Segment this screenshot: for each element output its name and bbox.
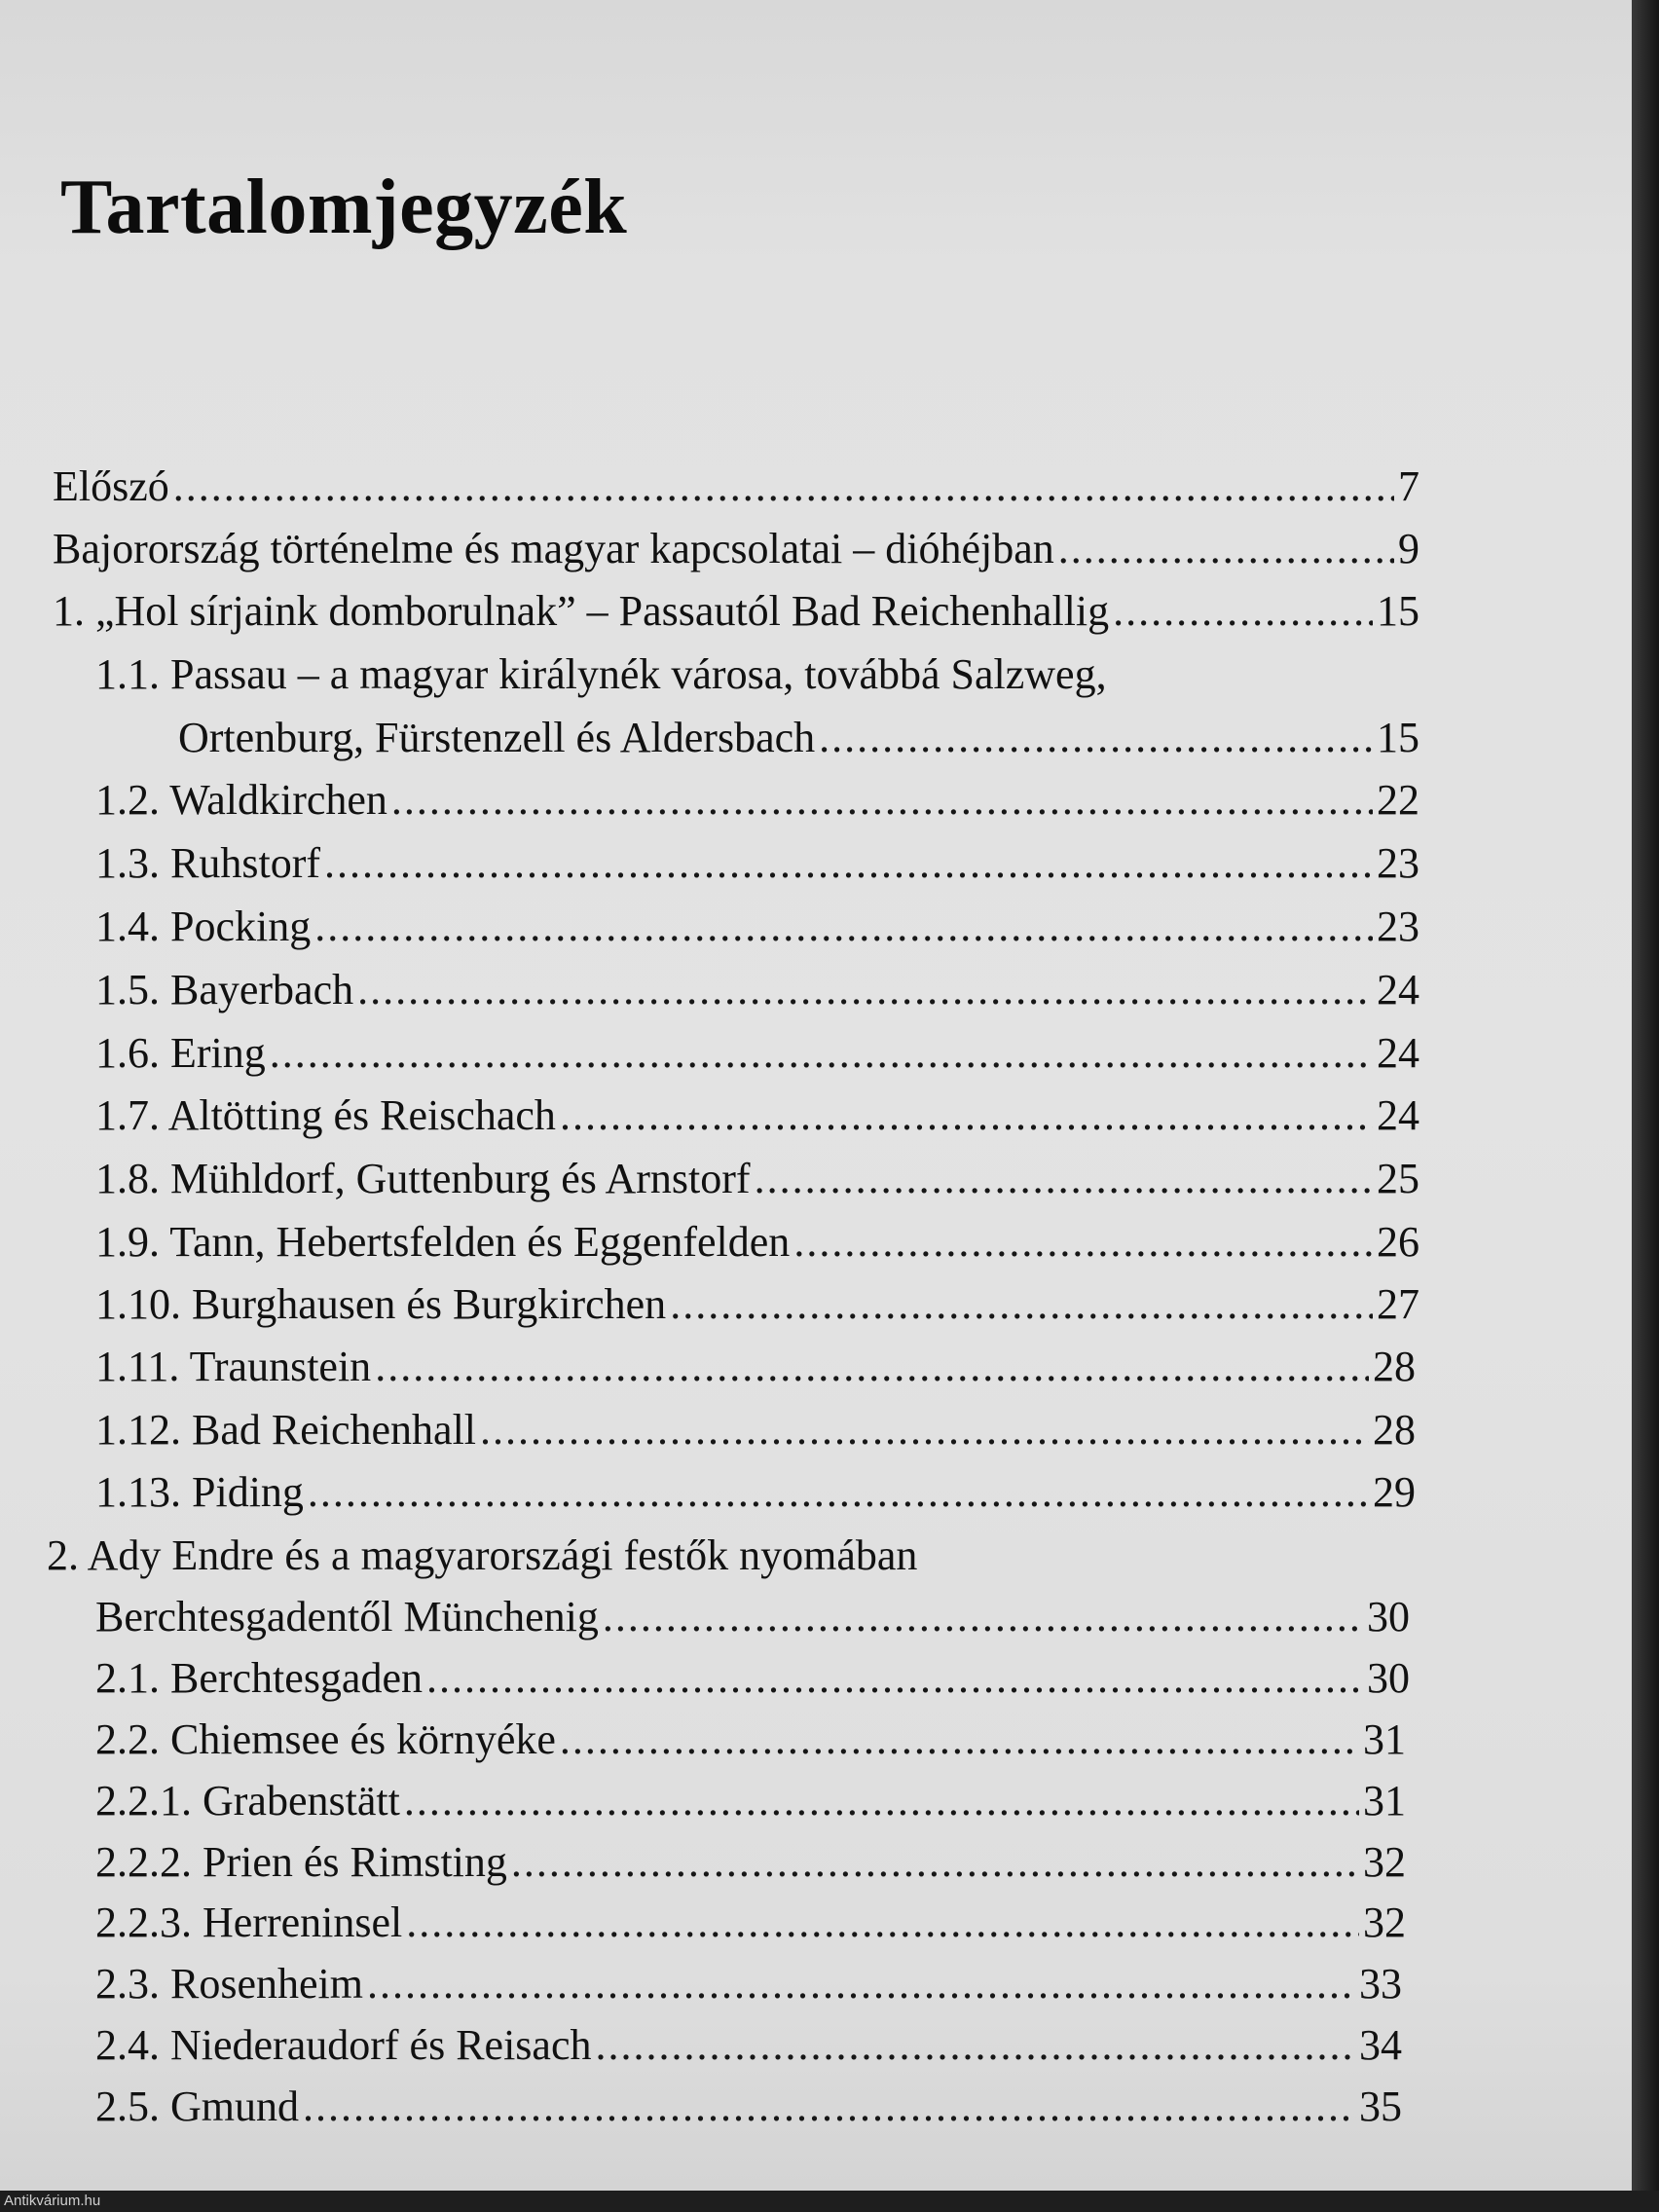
- toc-entry: [95, 2080, 1402, 2134]
- toc-entry: [95, 1713, 1406, 1767]
- toc-entry-label: 1.1. Passau – a magyar királynék városa, továbbá Salzweg,: [95, 650, 1107, 698]
- dot-leader: [173, 460, 1394, 514]
- toc-entry: [95, 1088, 1419, 1143]
- toc-entry: [95, 1277, 1419, 1332]
- toc-entry-page: 33: [1359, 1960, 1402, 2008]
- dot-leader: [670, 1277, 1373, 1332]
- toc-entry-label: 2.2.3. Herreninsel: [95, 1899, 403, 1946]
- toc-entry-page: 35: [1359, 2083, 1402, 2130]
- toc-entry-page: 32: [1363, 1838, 1406, 1886]
- toc-entry-page: 31: [1363, 1777, 1406, 1825]
- toc-entry-label: 1.9. Tann, Hebertsfelden és Eggenfelden: [95, 1218, 791, 1266]
- dot-leader: [406, 1896, 1359, 1950]
- dot-leader: [480, 1403, 1369, 1457]
- dot-leader: [314, 900, 1373, 954]
- toc-entry-label: 2.5. Gmund: [95, 2083, 299, 2130]
- dot-leader: [560, 1088, 1373, 1143]
- toc-entry-page: 15: [1377, 587, 1419, 635]
- toc-entry: [95, 900, 1419, 954]
- dot-leader: [270, 1026, 1373, 1081]
- toc-entry-label: 2.2.1. Grabenstätt: [95, 1777, 400, 1825]
- book-spine-shadow: [1632, 0, 1659, 2212]
- dot-leader: [819, 711, 1373, 765]
- toc-entry-label: 1.5. Bayerbach: [95, 966, 354, 1014]
- toc-entry: [95, 1835, 1406, 1890]
- toc-entry-label: 2. Ady Endre és a magyarországi festők nyomában: [47, 1531, 918, 1579]
- toc-entry-label: 1.11. Traunstein: [95, 1343, 372, 1390]
- toc-entry: [95, 1957, 1402, 2011]
- dot-leader: [1058, 522, 1394, 576]
- toc-entry-page: 30: [1367, 1593, 1410, 1641]
- dot-leader: [391, 773, 1373, 828]
- toc-entry-label: 2.3. Rosenheim: [95, 1960, 363, 2008]
- toc-entry: [95, 1774, 1406, 1828]
- toc-entry: [95, 963, 1419, 1017]
- toc-entry-label: Ortenburg, Fürstenzell és Aldersbach: [178, 714, 816, 761]
- dot-leader: [375, 1340, 1369, 1394]
- page-title: Tartalomjegyzék: [60, 165, 628, 250]
- toc-entry: [53, 460, 1419, 514]
- toc-entry-page: 27: [1377, 1280, 1419, 1328]
- toc-entry-page: 34: [1359, 2021, 1402, 2069]
- dot-leader: [367, 1957, 1355, 2011]
- toc-entry: [95, 1215, 1419, 1270]
- toc-entry-label: 1.3. Ruhstorf: [95, 839, 320, 887]
- toc-entry-page: 24: [1377, 1029, 1419, 1077]
- toc-entry: [95, 1896, 1406, 1950]
- toc-entry-label: 1.6. Ering: [95, 1029, 266, 1077]
- toc-entry-label: 1.2. Waldkirchen: [95, 776, 387, 824]
- dot-leader: [324, 836, 1373, 891]
- toc-entry: [95, 1340, 1416, 1394]
- toc-entry-page: 26: [1377, 1218, 1419, 1266]
- toc-entry-label: 1.4. Pocking: [95, 903, 312, 950]
- toc-entry-page: 31: [1363, 1715, 1406, 1763]
- dot-leader: [1113, 584, 1373, 639]
- toc-entry-label: Bajorország történelme és magyar kapcsolatai – dióhéjban: [53, 525, 1054, 572]
- watermark: Antikvárium.hu: [4, 2193, 101, 2209]
- toc-entry-page: 23: [1377, 903, 1419, 950]
- toc-entry-page: 25: [1377, 1155, 1419, 1202]
- toc-entry-page: 7: [1398, 462, 1419, 510]
- dot-leader: [357, 963, 1373, 1017]
- bottom-border: [0, 2191, 1659, 2212]
- toc-entry: [95, 773, 1419, 828]
- toc-entry-page: 28: [1373, 1343, 1416, 1390]
- toc-entry-label: Előszó: [53, 462, 169, 510]
- toc-entry: [95, 1026, 1419, 1081]
- toc-entry: [53, 522, 1419, 576]
- toc-entry-page: 23: [1377, 839, 1419, 887]
- toc-entry-label: 2.2. Chiemsee és környéke: [95, 1715, 556, 1763]
- toc-entry-label: 1. „Hol sírjaink domborulnak” – Passautól Bad Reichenhallig: [53, 587, 1110, 635]
- toc-entry-label: 2.2.2. Prien és Rimsting: [95, 1838, 507, 1886]
- toc-entry-page: 29: [1373, 1468, 1416, 1516]
- toc-entry: [178, 711, 1419, 765]
- toc-entry-label: 1.12. Bad Reichenhall: [95, 1406, 477, 1454]
- toc-entry: [95, 2018, 1402, 2073]
- toc-entry-page: 28: [1373, 1406, 1416, 1454]
- toc-entry: [95, 836, 1419, 891]
- toc-entry: [95, 1651, 1410, 1706]
- toc-entry: [95, 1590, 1410, 1644]
- dot-leader: [595, 2018, 1355, 2073]
- toc-entry: [47, 1529, 1416, 1583]
- toc-entry-page: 24: [1377, 966, 1419, 1014]
- dot-leader: [511, 1835, 1359, 1890]
- toc-entry-page: 9: [1398, 525, 1419, 572]
- toc-entry-page: 30: [1367, 1654, 1410, 1702]
- dot-leader: [560, 1713, 1359, 1767]
- toc-entry-label: 1.7. Altötting és Reischach: [95, 1091, 556, 1139]
- toc-entry-page: 24: [1377, 1091, 1419, 1139]
- dot-leader: [793, 1215, 1373, 1270]
- toc-entry-label: 2.4. Niederaudorf és Reisach: [95, 2021, 592, 2069]
- toc-entry-page: 15: [1377, 714, 1419, 761]
- dot-leader: [755, 1152, 1373, 1206]
- toc-entry-label: 1.8. Mühldorf, Guttenburg és Arnstorf: [95, 1155, 751, 1202]
- dot-leader: [404, 1774, 1359, 1828]
- dot-leader: [308, 1465, 1369, 1520]
- toc-entry-page: 32: [1363, 1899, 1406, 1946]
- toc-entry: [95, 1152, 1419, 1206]
- toc-entry: [95, 1465, 1416, 1520]
- toc-entry-label: 1.10. Burghausen és Burgkirchen: [95, 1280, 667, 1328]
- toc-entry-label: 2.1. Berchtesgaden: [95, 1654, 423, 1702]
- toc-entry: [95, 647, 1419, 702]
- toc-entry: [53, 584, 1419, 639]
- toc-entry-label: 1.13. Piding: [95, 1468, 304, 1516]
- toc-entry-label: Berchtesgadentől Münchenig: [95, 1593, 599, 1641]
- dot-leader: [603, 1590, 1363, 1644]
- dot-leader: [426, 1651, 1363, 1706]
- toc-entry: [95, 1403, 1416, 1457]
- toc-entry-page: 22: [1377, 776, 1419, 824]
- dot-leader: [303, 2080, 1355, 2134]
